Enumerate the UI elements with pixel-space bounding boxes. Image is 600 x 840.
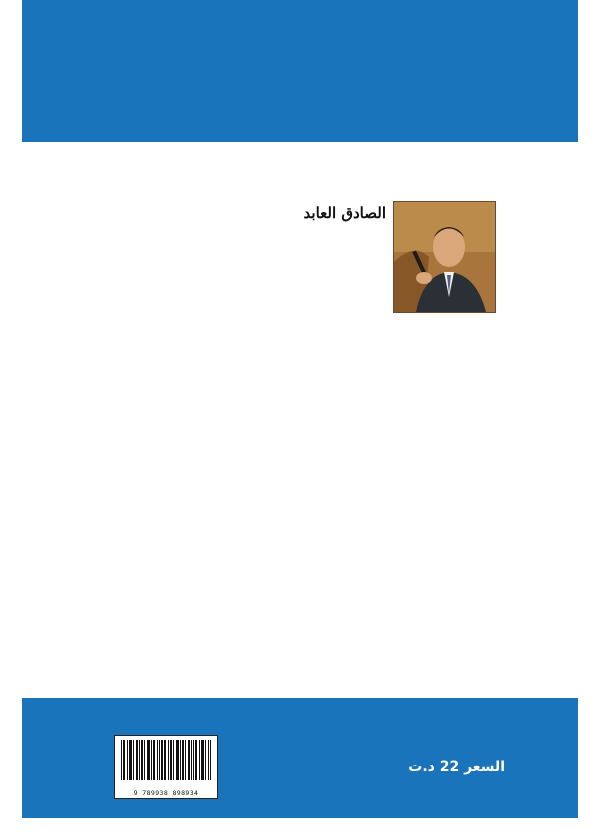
author-portrait-icon	[394, 202, 495, 312]
barcode-bars	[115, 736, 217, 786]
author-name: الصادق العابد	[303, 204, 386, 222]
author-photo	[393, 201, 496, 313]
isbn-barcode	[114, 735, 218, 799]
barcode-number: 9 789938 898934	[133, 789, 199, 797]
price-label: السعر 22 د.ت	[408, 759, 505, 775]
